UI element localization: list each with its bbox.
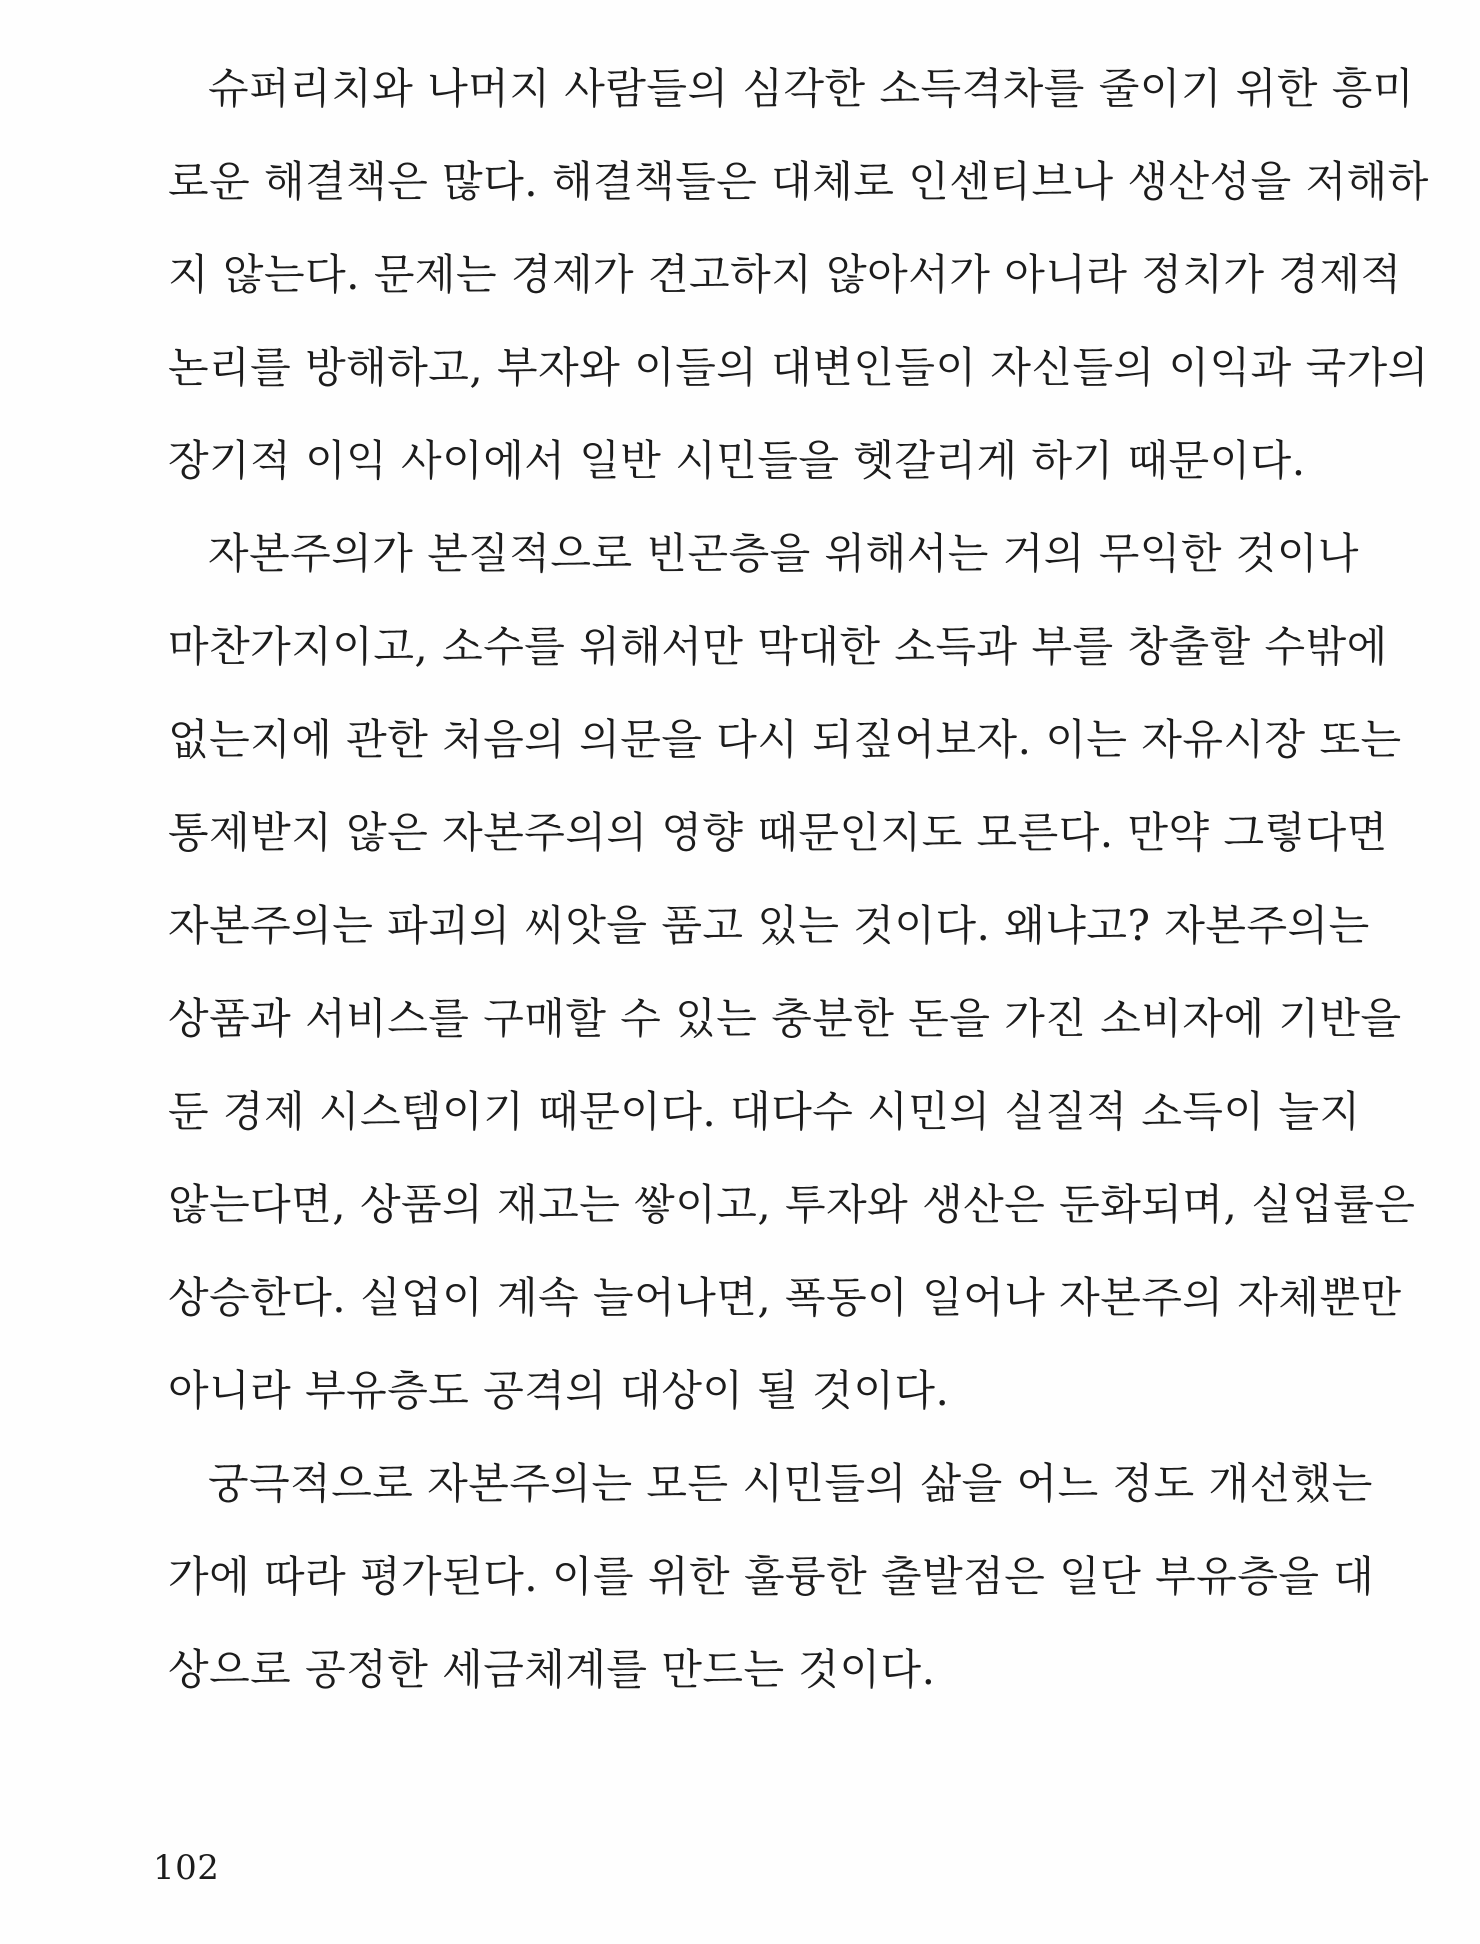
text-line: 둔 경제 시스템이기 때문이다. 대다수 시민의 실질적 소득이 늘지 <box>168 1087 1361 1136</box>
text-line: 자본주의는 파괴의 씨앗을 품고 있는 것이다. 왜냐고? 자본주의는 <box>168 901 1370 950</box>
text-line: 상품과 서비스를 구매할 수 있는 충분한 돈을 가진 소비자에 기반을 <box>168 994 1402 1043</box>
text-line: 상승한다. 실업이 계속 늘어나면, 폭동이 일어나 자본주의 자체뿐만 <box>168 1273 1402 1322</box>
text-line: 자본주의가 본질적으로 빈곤층을 위해서는 거의 무익한 것이나 <box>208 529 1359 578</box>
text-line: 논리를 방해하고, 부자와 이들의 대변인들이 자신들의 이익과 국가의 <box>168 343 1429 392</box>
text-line: 없는지에 관한 처음의 의문을 다시 되짚어보자. 이는 자유시장 또는 <box>168 715 1402 764</box>
body-text <box>168 42 1429 1716</box>
text-line: 지 않는다. 문제는 경제가 견고하지 않아서가 아니라 정치가 경제적 <box>168 250 1402 299</box>
text-line: 로운 해결책은 많다. 해결책들은 대체로 인센티브나 생산성을 저해하 <box>168 157 1429 206</box>
text-line: 가에 따라 평가된다. 이를 위한 훌륭한 출발점은 일단 부유층을 대 <box>168 1552 1375 1601</box>
text-line: 마찬가지이고, 소수를 위해서만 막대한 소득과 부를 창출할 수밖에 <box>168 622 1388 671</box>
text-line: 않는다면, 상품의 재고는 쌓이고, 투자와 생산은 둔화되며, 실업률은 <box>168 1180 1416 1229</box>
text-line: 궁극적으로 자본주의는 모든 시민들의 삶을 어느 정도 개선했는 <box>208 1459 1373 1508</box>
text-line: 장기적 이익 사이에서 일반 시민들을 헷갈리게 하기 때문이다. <box>168 436 1306 485</box>
text-line: 통제받지 않은 자본주의의 영향 때문인지도 모른다. 만약 그렇다면 <box>168 808 1388 857</box>
text-line: 아니라 부유층도 공격의 대상이 될 것이다. <box>168 1366 950 1415</box>
text-line: 상으로 공정한 세금체계를 만드는 것이다. <box>168 1645 936 1694</box>
page-number: 102 <box>153 1848 220 1888</box>
text-line: 슈퍼리치와 나머지 사람들의 심각한 소득격차를 줄이기 위한 흥미 <box>208 64 1414 113</box>
